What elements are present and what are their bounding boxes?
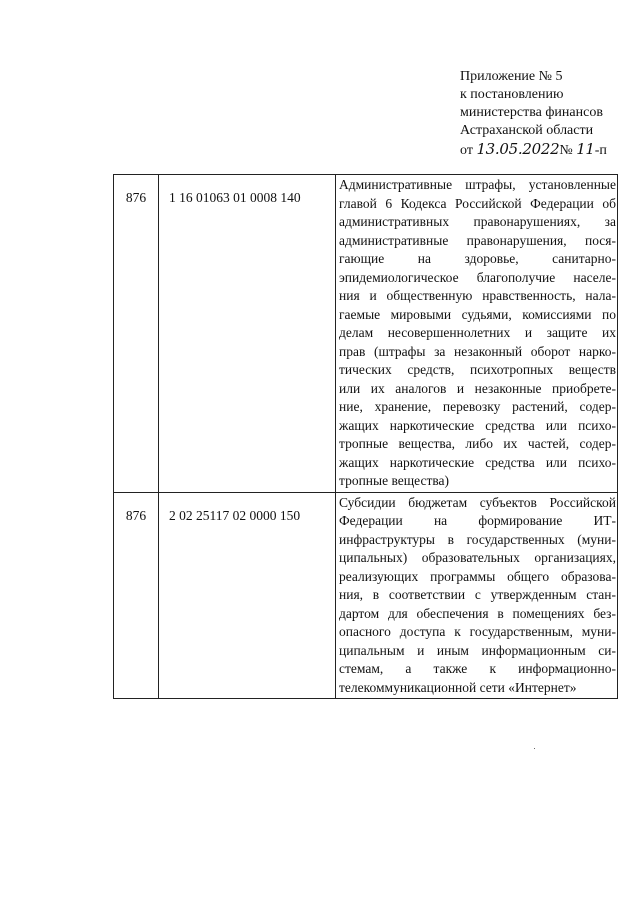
description-line: ния и общественную нравственность, нала- [339,288,616,303]
description-line: административные правонарушения, пося- [339,232,616,248]
income-codes-table [113,174,618,699]
number-sign: № [559,143,573,158]
description-line: Федерации на формирование ИТ- [339,513,616,528]
number-suffix: -п [594,143,607,158]
description-line: делам несовершеннолетних и защите их [339,325,616,340]
appendix-ministry: министерства финансов [460,105,603,120]
table-row [114,492,618,699]
handwritten-number: 11 [576,140,595,158]
budget-classification-code-cell: 2 02 25117 02 0000 150 [159,492,336,699]
appendix-header [460,68,632,160]
description-line: или их аналогов и незаконные приобрете- [339,380,616,396]
description-line: стемам, а также к информационно- [339,661,616,676]
description-line: тропные вещества, либо их частей, содер- [339,436,616,451]
income-description-cell [336,175,618,493]
description-line: ципальным и иным информационным си- [339,642,616,658]
admin-code-cell: 876 [114,175,159,493]
appendix-title: Приложение № 5 [460,69,563,84]
description-line: гаемые мировыми судьями, комиссиями по [339,306,616,322]
description-line: Субсидии бюджетам субъектов Российской [339,494,616,510]
description-line: эпидемиологическое благополучие населе- [339,269,616,285]
description-line: реализующих программы общего образова- [339,568,616,584]
admin-code-cell: 876 [114,492,159,699]
description-line: ния, в соответствии с утвержденным стан- [339,587,616,602]
appendix-date-line [460,140,632,160]
description-line: тических средств, психотропных веществ [339,362,616,377]
description-line: ние, хранение, перевозку растений, содер- [339,399,616,414]
scan-speck [534,748,535,749]
appendix-ref-line: к постановлению [460,87,564,102]
description-line: инфраструктуры в государственных (муни- [339,531,616,547]
description-line: административных правонарушениях, за [339,214,616,229]
description-line: прав (штрафы за незаконный оборот нарко- [339,343,616,359]
description-line: телекоммуникационной сети «Интернет» [339,679,577,695]
table-row [114,175,618,493]
description-line: дартом для обеспечения в помещениях без- [339,605,616,621]
handwritten-date: 13.05.2022 [476,140,560,158]
appendix-region: Астраханской области [460,123,594,138]
description-line: жащих наркотические средства или психо- [339,417,616,433]
description-line: гающие на здоровье, санитарно- [339,251,616,266]
description-line: опасного доступа к государственным, муни- [339,624,616,639]
description-line: тропные вещества) [339,473,450,488]
description-line: ципальных) образовательных организациях, [339,550,616,565]
description-line: жащих наркотические средства или психо- [339,454,616,470]
income-description-cell [336,492,618,699]
date-prefix: от [460,143,473,158]
description-line: Административные штрафы, установленные [339,177,616,192]
description-line: главой 6 Кодекса Российской Федерации об [339,195,616,211]
budget-classification-code-cell: 1 16 01063 01 0008 140 [159,175,336,493]
